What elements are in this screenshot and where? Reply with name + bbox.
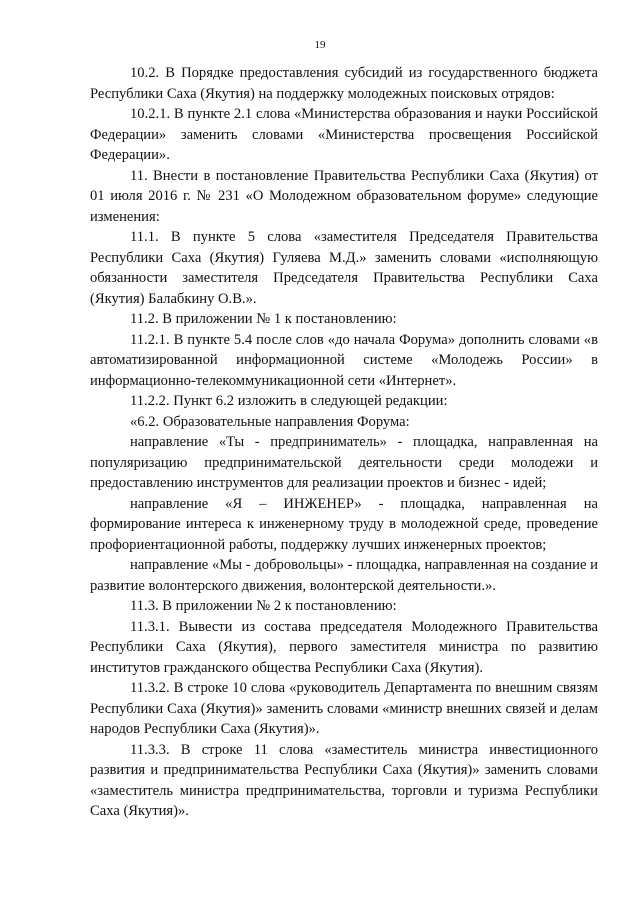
- paragraph-11-2-1: 11.2.1. В пункте 5.4 после слов «до начала Форума» дополнить словами «в автоматизированной информационной системе «Молодежь России» в информационно-телекоммуникационной сети «Интернет».: [90, 331, 598, 389]
- paragraph-11-3-2: 11.3.2. В строке 10 слова «руководитель Департамента по внешним связям Республики Саха (Якутия)» заменить словами «министр внешних связей и делам народов Республики Саха (Якутия)».: [90, 680, 598, 737]
- paragraph-11-2-2: 11.2.2. Пункт 6.2 изложить в следующей редакции:: [130, 393, 448, 409]
- paragraph-11-3-3: 11.3.3. В строке 11 слова «заместитель министра инвестиционного развития и предпринимательства Республики Саха (Якутия)» заменить словами «заместитель министра предпринимательства, торговли и туризма Республики Саха (Якутия)».: [90, 741, 598, 819]
- paragraph-direction-engineer: направление «Я – ИНЖЕНЕР» - площадка, направленная на формирование интереса к инженерному труду в молодежной среде, проведение профориентационной работы, поддержку лучших инженерных проектов;: [90, 495, 598, 553]
- paragraph-11-1: 11.1. В пункте 5 слова «заместителя Председателя Правительства Республики Саха (Якутия) Гуляева М.Д.» заменить словами «исполняющую обязанности заместителя Председателя Правительства Республики Саха (Якутия) Балабкину О.В.».: [90, 229, 598, 307]
- page-number: 19: [314, 39, 326, 51]
- paragraph-10-2-1: 10.2.1. В пункте 2.1 слова «Министерства образования и науки Российской Федерации» заменить словами «Министерства просвещения Российской Федерации».: [90, 106, 598, 163]
- paragraph-11-2: 11.2. В приложении № 1 к постановлению:: [130, 311, 397, 327]
- document-body: [90, 63, 598, 822]
- paragraph-direction-volunteers: направление «Мы - добровольцы» - площадка, направленная на создание и развитие волонтерского движения, волонтерской деятельности.».: [90, 557, 598, 594]
- paragraph-11-3-1: 11.3.1. Вывести из состава председателя Молодежного Правительства Республики Саха (Якутия), первого заместителя министра по развитию институтов гражданского общества Республики Саха (Якутия).: [90, 618, 598, 676]
- paragraph-6-2-heading: «6.2. Образовательные направления Форума:: [130, 413, 410, 430]
- paragraph-direction-entrepreneur: направление «Ты - предприниматель» - площадка, направленная на популяризацию предпринимательской деятельности среди молодежи и предоставлению инструментов для реализации проектов и бизнес - идей;: [90, 434, 598, 491]
- paragraph-11: 11. Внести в постановление Правительства Республики Саха (Якутия) от 01 июля 2016 г. № 231 «О Молодежном образовательном форуме» следующие изменения:: [90, 167, 598, 225]
- paragraph-10-2: 10.2. В Порядке предоставления субсидий из государственного бюджета Республики Саха (Якутия) на поддержку молодежных поисковых отрядов:: [90, 65, 598, 102]
- paragraph-11-3: 11.3. В приложении № 2 к постановлению:: [130, 598, 397, 614]
